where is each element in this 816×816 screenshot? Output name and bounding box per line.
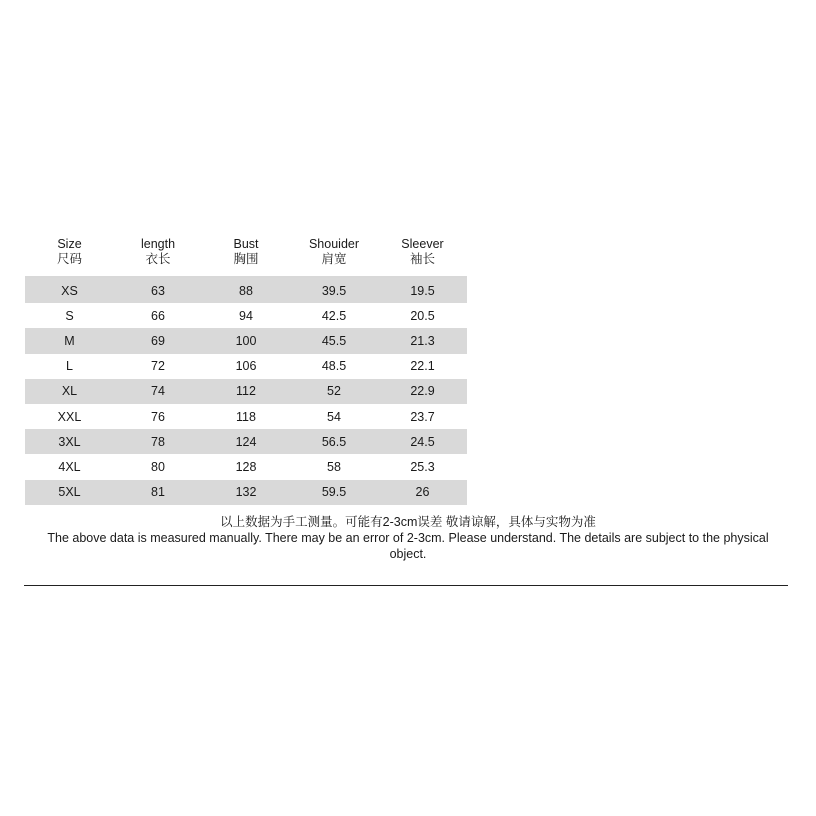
cell-bust: 88: [239, 283, 253, 298]
size-chart-table: [25, 234, 467, 505]
measurement-note-cn: 以上数据为手工测量。可能有2-3cm误差 敬请谅解，具体与实物为准: [220, 515, 596, 529]
measurement-note-en: The above data is measured manually. There may be an error of 2-3cm. Please understand. The details are subject to the physical object.: [47, 531, 769, 561]
header-shoulder-en: Shouider: [308, 237, 360, 251]
table-row: [25, 454, 467, 479]
cell-size: 5XL: [58, 485, 81, 500]
cell-bust: 106: [235, 359, 257, 374]
cell-size: XXL: [57, 409, 82, 424]
cell-shoulder: 39.5: [321, 283, 347, 298]
cell-length: 81: [151, 485, 165, 500]
table-row: [25, 379, 467, 404]
table-row: [25, 480, 467, 505]
cell-bust: 112: [236, 384, 256, 399]
cell-size: XS: [61, 283, 78, 298]
cell-size: 3XL: [58, 434, 81, 449]
measurement-note: [40, 514, 776, 562]
header-length: [114, 234, 202, 274]
cell-bust: 94: [239, 308, 253, 323]
header-bust: [202, 234, 290, 274]
table-row: [25, 404, 467, 429]
cell-size: S: [65, 308, 74, 323]
table-row: [25, 429, 467, 454]
header-sleeve-cn: 袖长: [409, 252, 435, 266]
cell-size: XL: [61, 384, 78, 399]
cell-bust: 100: [235, 333, 257, 348]
cell-shoulder: 42.5: [321, 308, 347, 323]
table-row: [25, 278, 467, 303]
cell-shoulder: 58: [327, 459, 341, 474]
cell-bust: 118: [236, 409, 256, 424]
cell-shoulder: 45.5: [321, 333, 347, 348]
cell-shoulder: 56.5: [321, 434, 347, 449]
table-body: [25, 278, 467, 505]
cell-sleeve: 25.3: [410, 459, 435, 474]
header-length-cn: 衣长: [145, 252, 171, 266]
header-shoulder: [290, 234, 378, 274]
header-length-en: length: [140, 237, 176, 251]
cell-bust: 128: [235, 459, 257, 474]
header-size: [25, 234, 114, 274]
header-shoulder-cn: 肩宽: [321, 252, 347, 266]
header-size-cn: 尺码: [56, 252, 82, 266]
cell-sleeve: 20.5: [410, 308, 435, 323]
cell-shoulder: 48.5: [321, 359, 347, 374]
header-sleeve: [378, 234, 467, 274]
cell-length: 72: [151, 359, 165, 374]
cell-bust: 132: [235, 485, 257, 500]
cell-length: 63: [151, 283, 165, 298]
header-sleeve-en: Sleever: [401, 237, 444, 251]
table-row: [25, 328, 467, 353]
table-row: [25, 354, 467, 379]
cell-shoulder: 52: [327, 384, 341, 399]
cell-length: 78: [151, 434, 165, 449]
header-bust-en: Bust: [233, 237, 259, 251]
cell-sleeve: 22.1: [410, 359, 435, 374]
cell-sleeve: 23.7: [410, 409, 435, 424]
cell-size: M: [64, 333, 75, 348]
cell-sleeve: 21.3: [410, 333, 435, 348]
cell-sleeve: 19.5: [410, 283, 435, 298]
cell-sleeve: 26: [415, 485, 430, 500]
table-header: [25, 234, 467, 274]
cell-shoulder: 54: [327, 409, 341, 424]
header-size-en: Size: [57, 237, 82, 251]
cell-length: 74: [151, 384, 165, 399]
cell-size: 4XL: [58, 459, 81, 474]
cell-length: 76: [151, 409, 165, 424]
cell-size: L: [66, 359, 73, 374]
cell-bust: 124: [235, 434, 257, 449]
cell-length: 69: [151, 333, 165, 348]
cell-sleeve: 24.5: [410, 434, 435, 449]
table-row: [25, 303, 467, 328]
cell-length: 80: [151, 459, 165, 474]
cell-length: 66: [151, 308, 165, 323]
horizontal-divider: [24, 585, 788, 586]
cell-shoulder: 59.5: [321, 485, 347, 500]
cell-sleeve: 22.9: [410, 384, 435, 399]
header-bust-cn: 胸围: [233, 252, 259, 266]
